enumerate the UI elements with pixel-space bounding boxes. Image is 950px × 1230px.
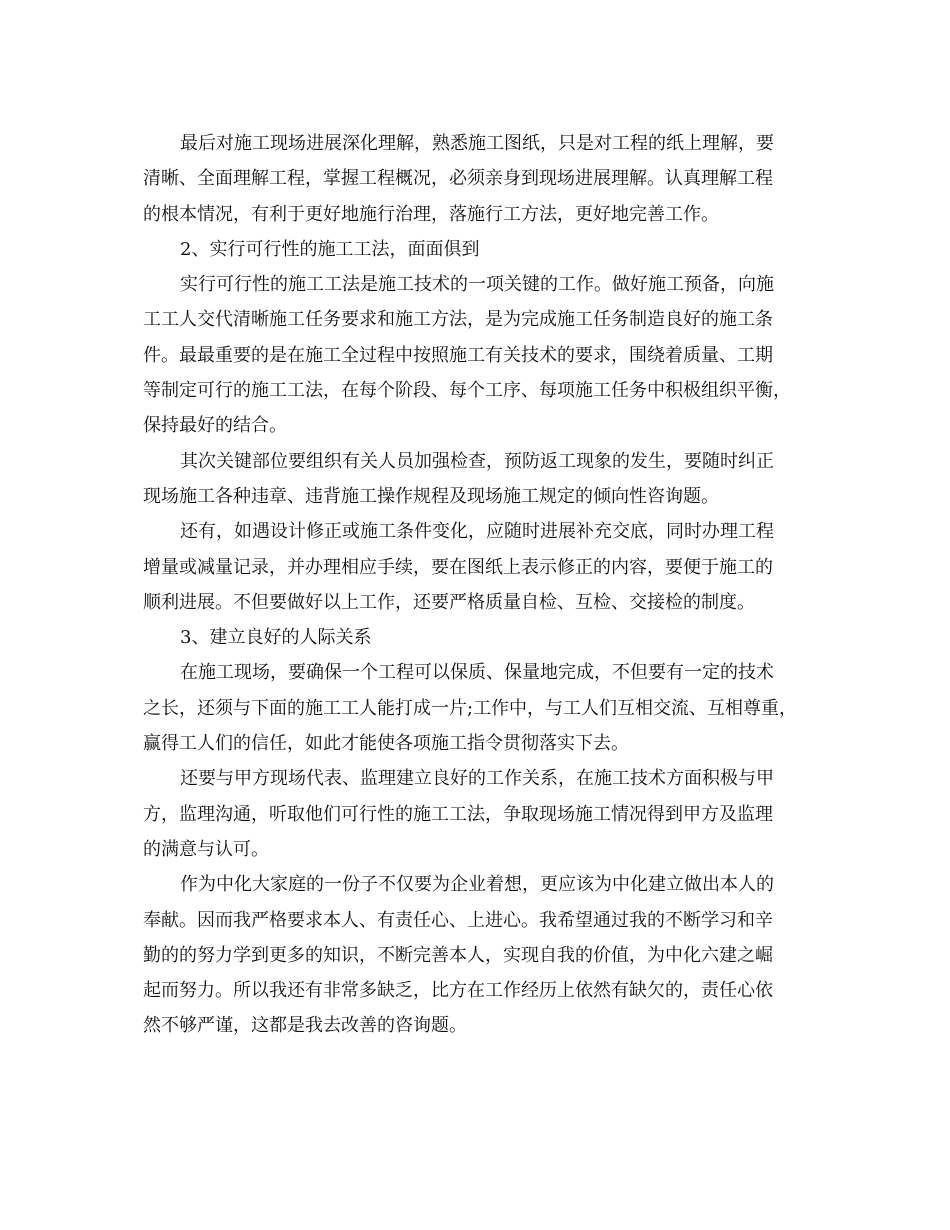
text-line: 的根本情况，有利于更好地施行治理，落施行工方法，更好地完善工作。 [143, 203, 719, 225]
text-line: 的满意与认可。 [143, 838, 269, 860]
document-body [143, 126, 808, 1044]
text-line: 清晰、全面理解工程，掌握工程概况，必须亲身到现场进展理解。认真理解工程 [143, 168, 773, 190]
paragraph-site-understanding [143, 126, 808, 232]
text-line: 增量或减量记录，并办理相应手续，要在图纸上表示修正的内容，要便于施工的 [143, 556, 773, 578]
paragraph-key-inspection [143, 444, 808, 515]
text-line: 赢得工人们的信任，如此才能使各项施工指令贯彻落实下去。 [143, 733, 629, 755]
text-line: 起而努力。所以我还有非常多缺乏，比方在工作经历上依然有缺欠的，责任心依 [143, 980, 773, 1002]
text-line: 等制定可行的施工工法，在每个阶段、每个工序、每项施工任务中积极组织平衡， [143, 380, 791, 402]
text-line: 在施工现场，要确保一个工程可以保质、保量地完成，不但要有一定的技术 [180, 662, 774, 684]
text-line: 现场施工各种违章、违背施工操作规程及现场施工规定的倾向性咨询题。 [143, 485, 719, 507]
text-line: 还要与甲方现场代表、监理建立良好的工作关系，在施工技术方面积极与甲 [180, 768, 774, 790]
section-heading-3 [143, 620, 808, 655]
text-line: 其次关键部位要组织有关人员加强检查，预防返工现象的发生，要随时纠正 [180, 450, 774, 472]
text-line: 最后对施工现场进展深化理解，熟悉施工图纸，只是对工程的纸上理解，要 [180, 133, 774, 154]
paragraph-client-relations [143, 761, 808, 867]
text-line: 奉献。因而我严格要求本人、有责任心、上进心。我希望通过我的不断学习和辛 [143, 909, 773, 931]
paragraph-worker-relations [143, 655, 808, 761]
paragraph-design-changes [143, 514, 808, 620]
heading-line: 3、建立良好的人际关系 [180, 627, 372, 649]
text-line: 实行可行性的施工工法是施工技术的一项关键的工作。做好施工预备，向施 [180, 274, 774, 296]
text-line: 作为中化大家庭的一份子不仅要为企业着想，更应该为中化建立做出本人的 [180, 874, 774, 896]
text-line: 然不够严谨，这都是我去改善的咨询题。 [143, 1015, 467, 1037]
text-line: 之长，还须与下面的施工工人能打成一片;工作中，与工人们互相交流、互相尊重， [143, 697, 798, 719]
paragraph-personal-commitment [143, 867, 808, 1043]
text-line: 件。最最重要的是在施工全过程中按照施工有关技术的要求，围绕着质量、工期 [143, 344, 773, 366]
text-line: 保持最好的结合。 [143, 415, 287, 437]
section-heading-2 [143, 232, 808, 267]
paragraph-construction-method [143, 267, 808, 443]
text-line: 工工人交代清晰施工任务要求和施工方法，是为完成施工任务制造良好的施工条 [143, 309, 773, 331]
text-line: 还有，如遇设计修正或施工条件变化，应随时进展补充交底，同时办理工程 [180, 521, 774, 543]
text-line: 方，监理沟通，听取他们可行性的施工工法，争取现场施工情况得到甲方及监理 [143, 803, 773, 825]
text-line: 勤的的努力学到更多的知识，不断完善本人，实现自我的价值，为中化六建之崛 [143, 944, 773, 966]
heading-line: 2、实行可行性的施工工法，面面俱到 [180, 238, 480, 260]
text-line: 顺利进展。不但要做好以上工作，还要严格质量自检、互检、交接检的制度。 [143, 591, 755, 613]
